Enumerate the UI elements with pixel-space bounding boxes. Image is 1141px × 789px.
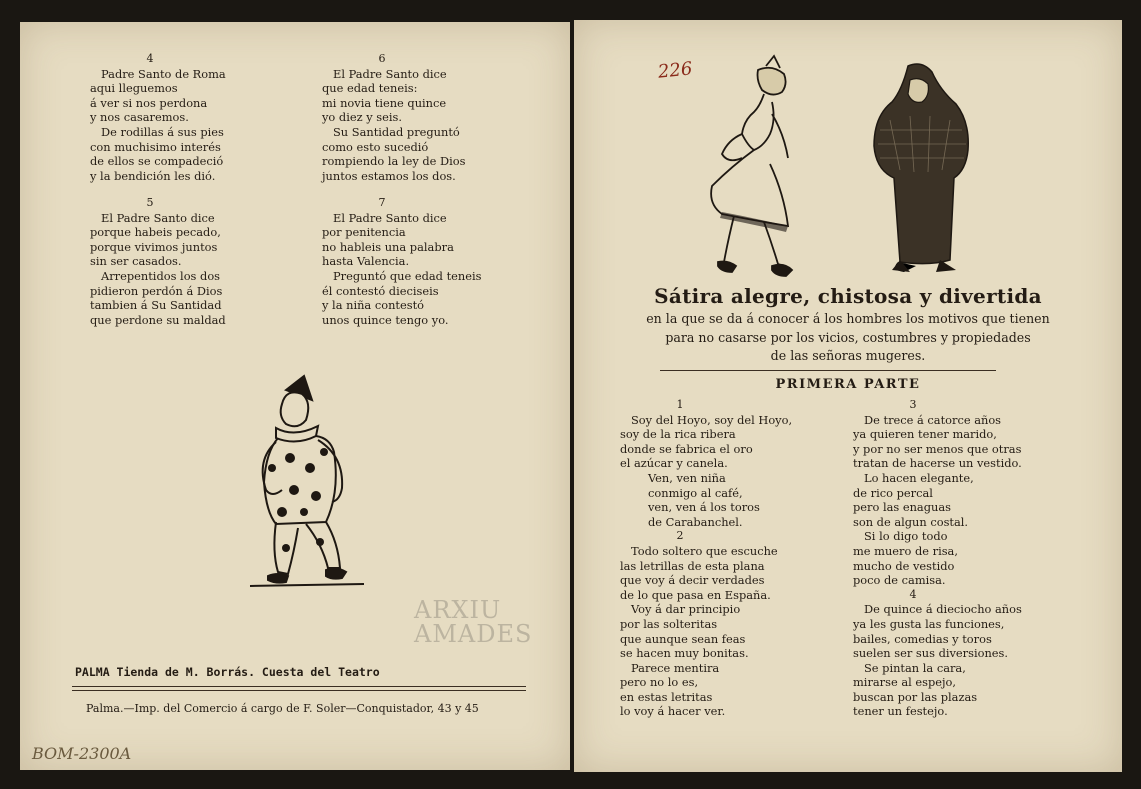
dancer-illustration	[692, 54, 804, 280]
subtitle-line: en la que se da á conocer á los hombres los motivos que tienen	[646, 311, 1050, 326]
verse-line: sin ser casados.	[90, 254, 182, 269]
divider-rule	[72, 686, 526, 687]
page-title: Sátira alegre, chistosa y divertida	[654, 284, 1042, 308]
verse-line: que edad teneis:	[322, 81, 418, 96]
stanza-5	[90, 196, 226, 327]
verse-line: mucho de vestido	[853, 558, 955, 573]
verse-line: Su Santidad preguntó	[333, 124, 460, 139]
verse-line: porque vivimos juntos	[90, 239, 218, 254]
verse-line: por penitencia	[322, 225, 406, 240]
clown-illustration	[246, 372, 366, 594]
shop-line: PALMA Tienda de M. Borrás. Cuesta del Teatro	[75, 665, 380, 679]
verse-line: pero las enaguas	[853, 500, 951, 515]
verse-line: bailes, comedias y toros	[853, 631, 992, 646]
verse-line: poco de camisa.	[853, 573, 946, 588]
shawled-woman-illustration	[870, 60, 972, 278]
stanza-number: 3	[909, 398, 917, 411]
subtitle-line: para no casarse por los vicios, costumbres y propiedades	[665, 329, 1031, 345]
verse-line: De trece á catorce años	[864, 412, 1002, 427]
stanza-number: 1	[676, 398, 684, 411]
right-page	[574, 20, 1122, 772]
verse-line: conmigo al café,	[648, 485, 743, 500]
verse-line: El Padre Santo dice	[101, 210, 215, 225]
stanza-1	[620, 398, 792, 719]
verse-line: porque habeis pecado,	[90, 225, 221, 240]
verse-line: y nos casaremos.	[90, 110, 189, 125]
verse-line: Todo soltero que escuche	[631, 543, 778, 558]
catalog-mark: BOM-2300A	[32, 744, 132, 763]
verse-line: Parece mentira	[631, 660, 720, 675]
verse-line: suelen ser sus diversiones.	[853, 646, 1009, 661]
stanza-number: 2	[676, 529, 684, 543]
verse-line: de ellos se compadeció	[90, 154, 224, 169]
verse-line: aqui lleguemos	[90, 81, 178, 96]
verse-line: unos quince tengo yo.	[322, 312, 449, 327]
verse-line: por las solteritas	[620, 616, 718, 631]
stanza-3	[853, 398, 1022, 719]
verse-line: ya les gusta las funciones,	[853, 616, 1005, 631]
subtitle-line: de las señoras mugeres.	[770, 348, 926, 363]
stanza-number: 7	[378, 196, 386, 209]
verse-line: pero no lo es,	[620, 675, 699, 690]
verse-line: él contestó dieciseis	[322, 283, 439, 298]
verse-line: son de algun costal.	[853, 514, 969, 529]
archive-stamp: ARXIU AMADES	[414, 596, 533, 648]
verse-line: Preguntó que edad teneis	[333, 268, 482, 283]
verse-line: El Padre Santo dice	[333, 66, 447, 81]
verse-line: y la niña contestó	[322, 298, 425, 313]
verse-line: tratan de hacerse un vestido.	[853, 456, 1022, 471]
verse-line: Se pintan la cara,	[864, 660, 966, 675]
verse-line: el azúcar y canela.	[620, 456, 728, 471]
verse-line: hasta Valencia.	[322, 254, 410, 269]
verse-line: que perdone su maldad	[90, 312, 226, 327]
verse-line: lo voy á hacer ver.	[620, 704, 726, 719]
verse-line: Arrepentidos los dos	[101, 268, 221, 283]
verse-line: juntos estamos los dos.	[322, 168, 456, 183]
verse-line: como esto sucedió	[322, 139, 429, 154]
stanza-4	[90, 52, 226, 183]
left-page	[20, 22, 570, 770]
verse-line: se hacen muy bonitas.	[620, 646, 749, 661]
verse-line: me muero de risa,	[853, 543, 958, 558]
verse-line: soy de la rica ribera	[620, 427, 736, 442]
verse-line: buscan por las plazas	[853, 689, 978, 704]
verse-line: y por no ser menos que otras	[853, 441, 1022, 456]
verse-line: Voy á dar principio	[631, 602, 741, 617]
stanza-6	[322, 52, 466, 183]
verse-line: Soy del Hoyo, soy del Hoyo,	[631, 412, 793, 427]
verse-line: que voy á decir verdades	[620, 573, 765, 588]
subtitle	[574, 310, 1122, 366]
verse-line: Padre Santo de Roma	[101, 66, 226, 81]
verse-line: donde se fabrica el oro	[620, 441, 753, 456]
verse-line: rompiendo la ley de Dios	[322, 154, 466, 169]
verse-line: mi novia tiene quince	[322, 95, 447, 110]
handwritten-number: 226	[656, 58, 694, 83]
verse-line: ven, ven á los toros	[648, 500, 760, 515]
verse-line: y la bendición les dió.	[90, 168, 216, 183]
verse-line: De quince á dieciocho años	[864, 602, 1022, 617]
verse-line: mirarse al espejo,	[853, 675, 957, 690]
verse-line: tambien á Su Santidad	[90, 298, 222, 313]
verse-line: en estas letritas	[620, 689, 713, 704]
stanza-7	[322, 196, 481, 327]
stanza-number: 5	[146, 196, 154, 209]
imprint-line: Palma.—Imp. del Comercio á cargo de F. Soler—Conquistador, 43 y 45	[86, 702, 479, 715]
stanza-number: 4	[146, 52, 154, 65]
verse-line: De rodillas á sus pies	[101, 124, 224, 139]
verse-line: á ver si nos perdona	[90, 95, 208, 110]
verse-line: Ven, ven niña	[648, 470, 726, 485]
stanza-number: 6	[378, 52, 386, 65]
stanza-number: 4	[909, 587, 917, 601]
verse-line: El Padre Santo dice	[333, 210, 447, 225]
verse-line: de lo que pasa en España.	[620, 587, 771, 602]
verse-line: pidieron perdón á Dios	[90, 283, 223, 298]
verse-line: tener un festejo.	[853, 704, 948, 719]
verse-line: con muchisimo interés	[90, 139, 221, 154]
verse-line: las letrillas de esta plana	[620, 558, 765, 573]
verse-line: no hableis una palabra	[322, 239, 454, 254]
verse-line: de rico percal	[853, 485, 933, 500]
verse-line: Lo hacen elegante,	[864, 470, 974, 485]
verse-line: de Carabanchel.	[648, 514, 743, 529]
verse-line: Si lo digo todo	[864, 529, 948, 544]
part-heading: PRIMERA PARTE	[775, 377, 921, 392]
verse-line: que aunque sean feas	[620, 631, 746, 646]
divider-rule	[660, 370, 996, 371]
verse-line: yo diez y seis.	[322, 110, 402, 125]
verse-line: ya quieren tener marido,	[853, 427, 997, 442]
divider-rule	[72, 690, 526, 691]
